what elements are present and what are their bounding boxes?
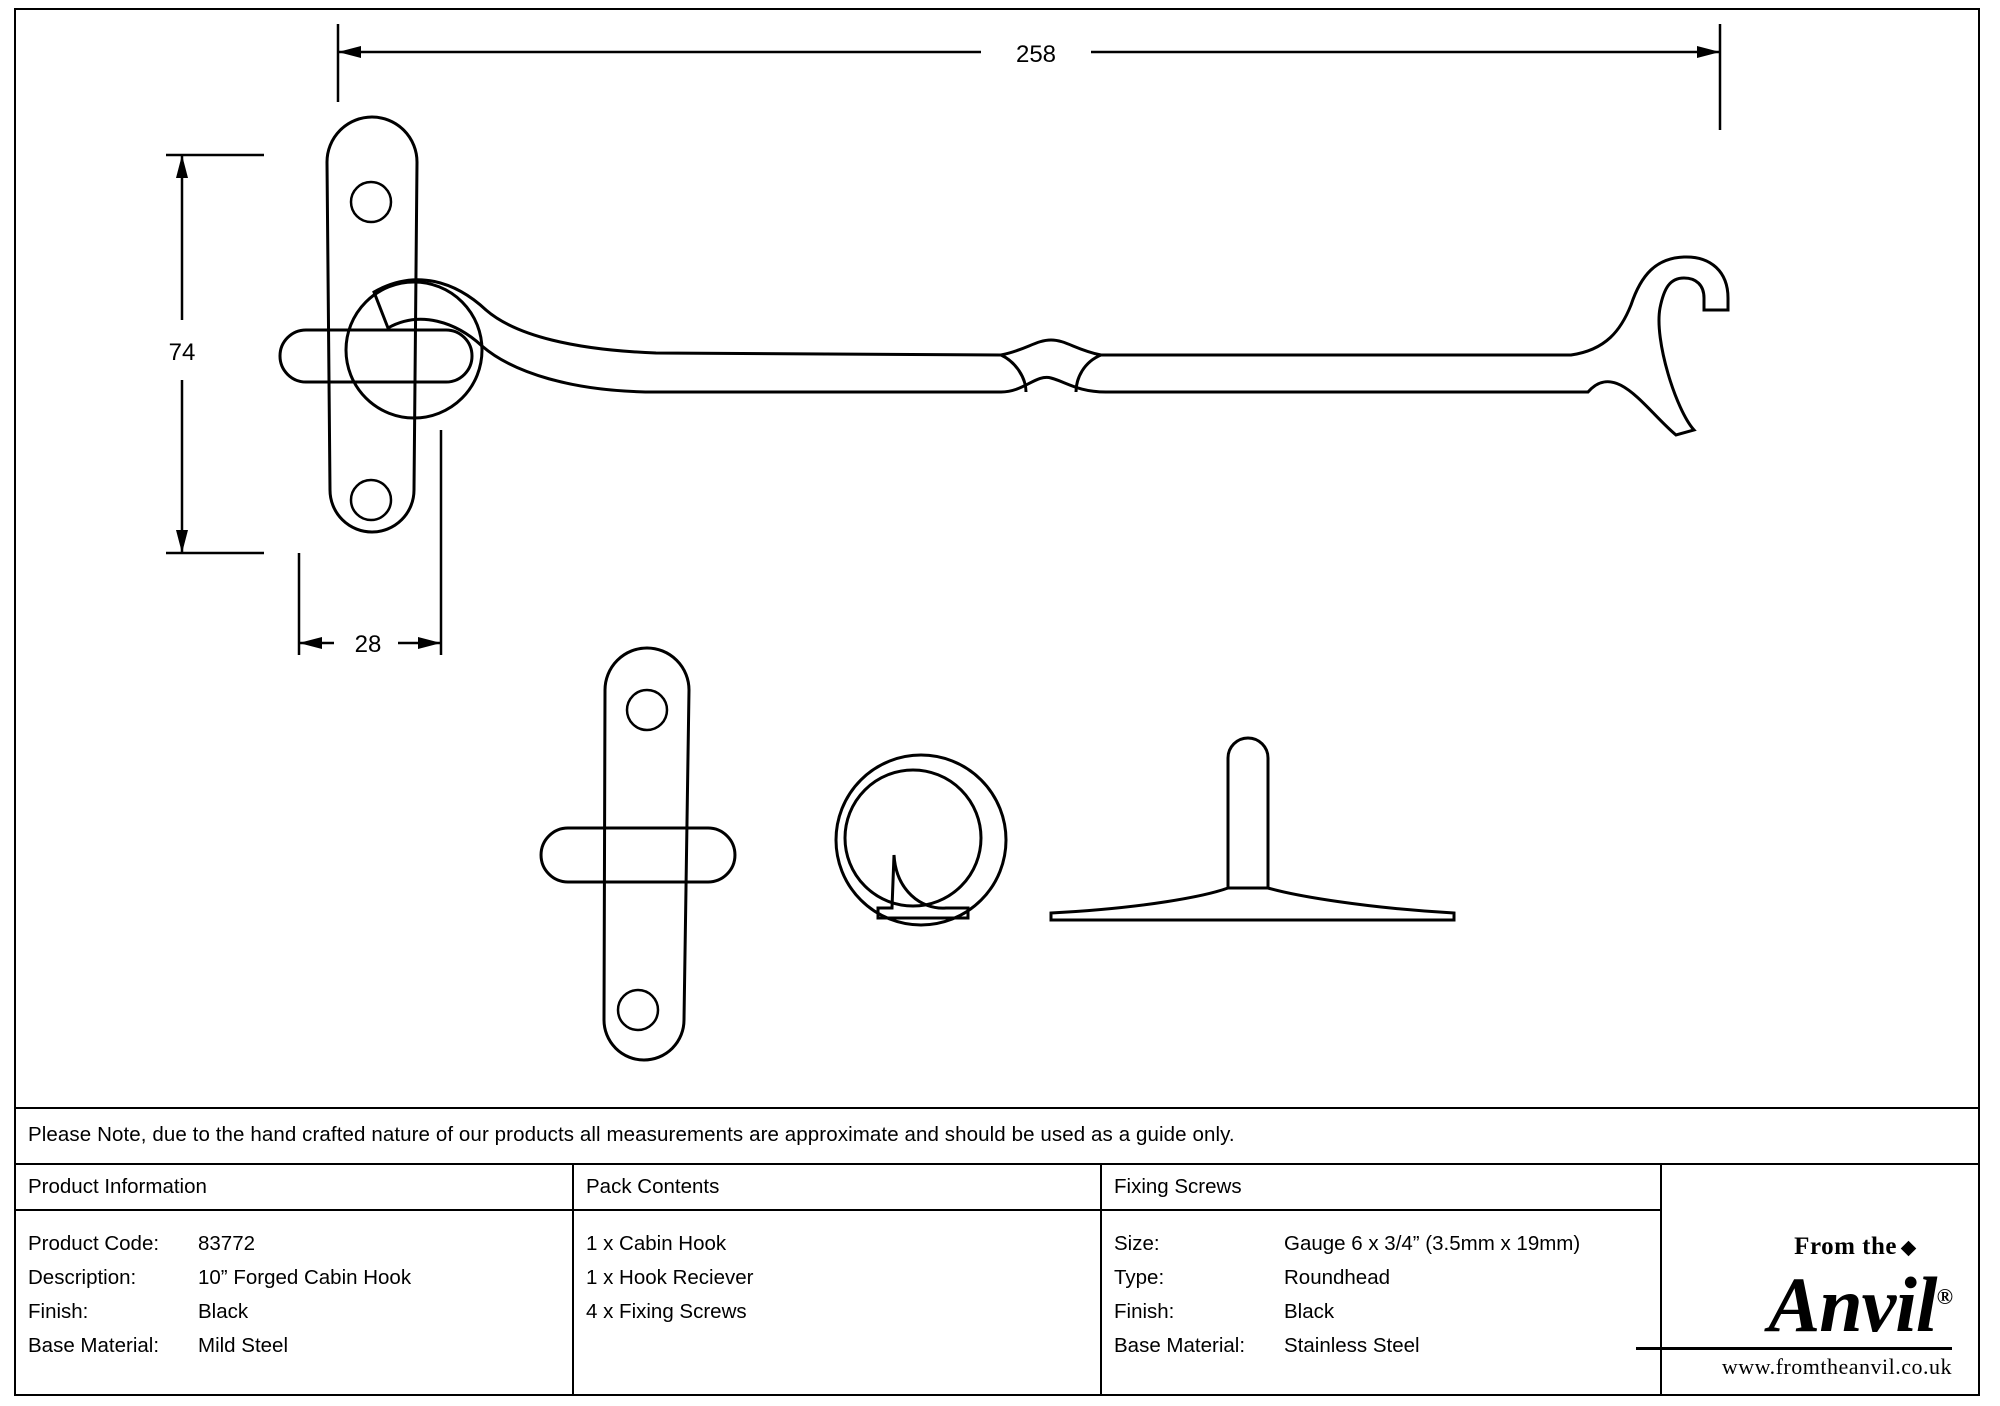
base-material-label: Base Material: (28, 1334, 160, 1357)
info-table (16, 1163, 1978, 1396)
pack-item: 1 x Hook Reciever (586, 1266, 754, 1289)
note-row (16, 1107, 1978, 1163)
screw-shank (1228, 738, 1268, 888)
brand-logo-top-text (1794, 1233, 1918, 1261)
brand-logo-wordmark (1622, 1257, 1952, 1348)
backplate-sideview-hole-bottom (618, 990, 658, 1030)
pivot-pin (280, 330, 472, 382)
cabin-hook-body (374, 257, 1728, 435)
brand-from-the-label: From the (1794, 1233, 1897, 1260)
screw-size-row (1114, 1227, 1660, 1261)
backplate-screw-hole-top (351, 182, 391, 222)
screw-size-value: Gauge 6 x 3/4” (3.5mm x 19mm) (1284, 1232, 1581, 1255)
screw-base-material-row (1114, 1329, 1660, 1363)
base-material-row (28, 1329, 572, 1363)
screw-type-value: Roundhead (1284, 1266, 1391, 1289)
description-label: Description: (28, 1266, 137, 1289)
pack-contents-heading: Pack Contents (574, 1165, 1100, 1211)
screw-finish-label: Finish: (1114, 1300, 1175, 1323)
brand-logo-wrap (1622, 1227, 1952, 1380)
pack-item: 1 x Cabin Hook (586, 1232, 727, 1255)
product-code-label: Product Code: (28, 1232, 160, 1255)
brand-logo-column (1662, 1165, 1978, 1396)
description-value: 10” Forged Cabin Hook (198, 1266, 412, 1289)
screw-size-label: Size: (1114, 1232, 1160, 1255)
base-material-value: Mild Steel (198, 1334, 289, 1357)
screw-finish-row (1114, 1295, 1660, 1329)
product-code-row (28, 1227, 572, 1261)
pack-item: 4 x Fixing Screws (586, 1300, 747, 1323)
pack-contents-column (574, 1165, 1102, 1396)
screw-base-material-value: Stainless Steel (1284, 1334, 1420, 1357)
product-information-body (16, 1211, 572, 1363)
description-row (28, 1261, 572, 1295)
screw-head-flare (1051, 888, 1454, 920)
dim-label-height: 74 (168, 339, 196, 366)
finish-label: Finish: (28, 1300, 89, 1323)
dim-label-width: 28 (354, 631, 382, 658)
receiver-tail (878, 855, 968, 918)
backplate-sideview-pin (541, 828, 735, 882)
product-code-value: 83772 (198, 1232, 256, 1255)
dim-label-length: 258 (1015, 41, 1057, 68)
finish-row (28, 1295, 572, 1329)
brand-website-url: www.fromtheanvil.co.uk (1721, 1354, 1952, 1379)
fixing-screws-body (1102, 1211, 1660, 1363)
drawing-area (16, 10, 1978, 1107)
receiver-ring-left (845, 770, 981, 906)
brand-logo (1662, 1165, 1978, 1396)
hook-swell-right (1076, 355, 1101, 392)
backplate-sideview-hole-top (627, 690, 667, 730)
screw-type-label: Type: (1114, 1266, 1165, 1289)
fixing-screws-heading: Fixing Screws (1102, 1165, 1660, 1211)
technical-drawing-sheet (14, 8, 1980, 1396)
brand-anvil-label: Anvil (1768, 1261, 1937, 1348)
screw-base-material-label: Base Material: (1114, 1334, 1246, 1357)
fixing-screws-column (1102, 1165, 1662, 1396)
diamond-icon (1901, 1240, 1917, 1256)
backplate-screw-hole-bottom (351, 480, 391, 520)
screw-finish-value: Black (1284, 1300, 1335, 1323)
registered-trademark-icon: ® (1936, 1284, 1952, 1309)
screw-type-row (1114, 1261, 1660, 1295)
finish-value: Black (198, 1300, 249, 1323)
product-information-column (16, 1165, 574, 1396)
product-information-heading: Product Information (16, 1165, 572, 1211)
approximate-measurements-note: Please Note, due to the hand crafted nature of our products all measurements are approximate and should be used as a guide only. (28, 1123, 1235, 1146)
backplate-sideview-outline (604, 648, 689, 1060)
pack-contents-body (574, 1211, 1100, 1329)
backplate-outline (327, 117, 417, 532)
